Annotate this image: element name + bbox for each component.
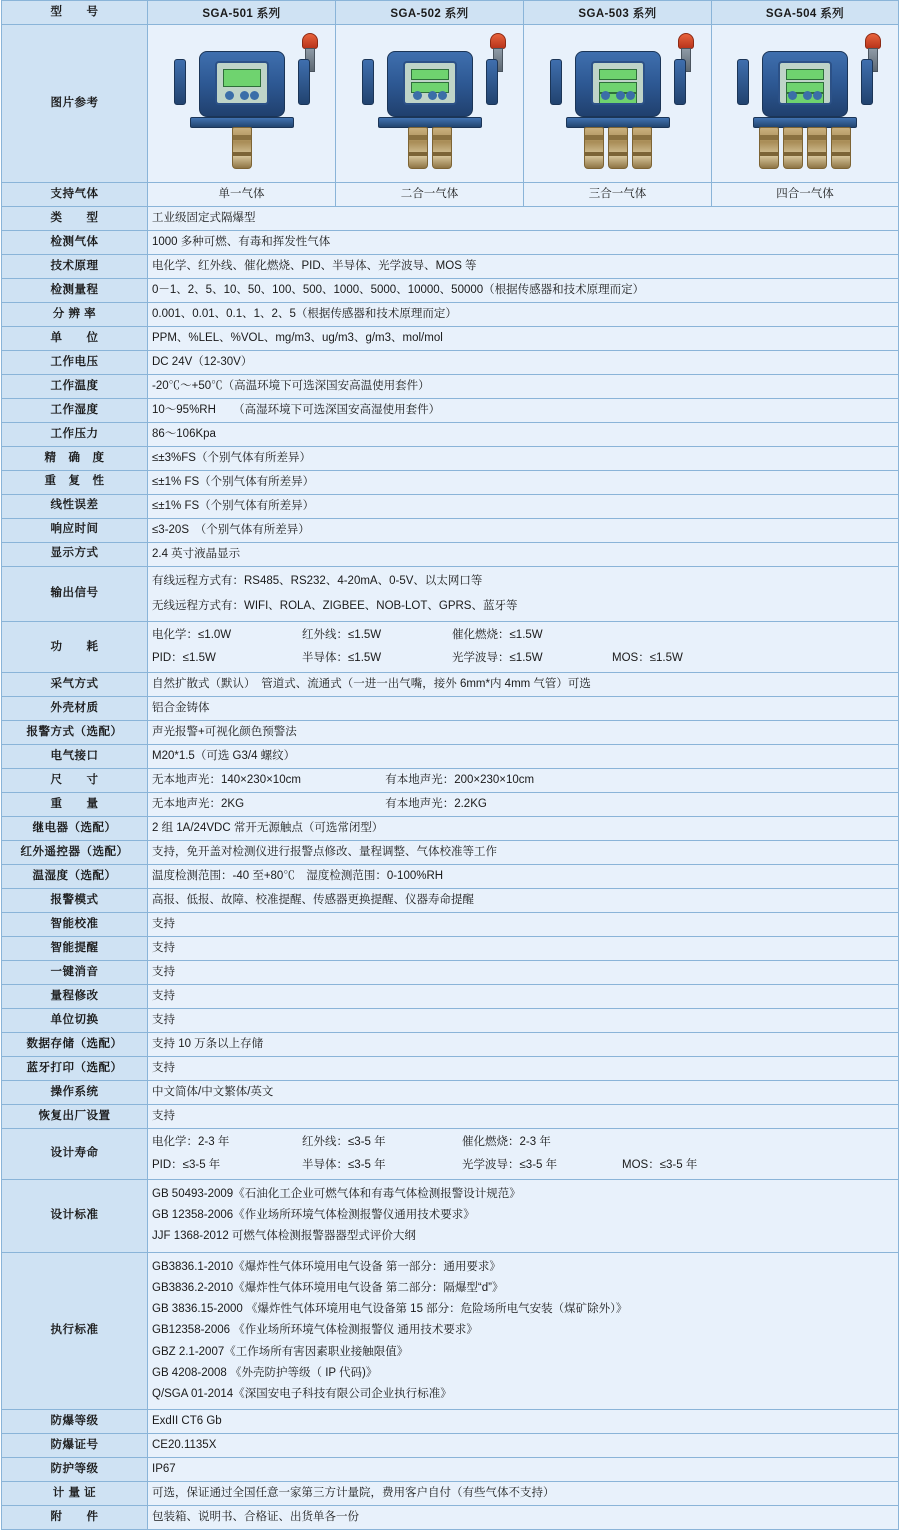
- power-infrared: 红外线：≤1.5W: [302, 629, 382, 642]
- life-electrochemical: 电化学：2-3 年: [152, 1135, 230, 1148]
- row-label-range-edit: 量程修改: [2, 984, 148, 1008]
- exec-standard-item-3: GB 3836.15-2000 《爆炸性气体环境用电气设备第 15 部分：危险场所电气安装（煤矿除外）》: [152, 1303, 628, 1316]
- row-value-accuracy: ≤±3%FS（个别气体有所差异）: [148, 446, 899, 470]
- table-row-principle: [2, 254, 899, 278]
- row-value-housing: 铝合金铸体: [148, 697, 899, 721]
- exec-standard-item-6: GB 4208-2008 《外壳防护等级（ IP 代码)》: [152, 1366, 378, 1379]
- header-model-4: SGA-504 系列: [712, 1, 899, 25]
- table-row-image-reference: [2, 25, 899, 183]
- sensor-probe: [408, 127, 428, 169]
- table-row-metrology-cert: [2, 1482, 899, 1506]
- row-label-electrical-port: 电气接口: [2, 745, 148, 769]
- sensor-group-4: [759, 127, 851, 169]
- sensor-probe: [831, 127, 851, 169]
- table-row-unit-switch: [2, 1008, 899, 1032]
- row-label-weight: 重 量: [2, 793, 148, 817]
- table-row-display: [2, 542, 899, 566]
- header-model-2: SGA-502 系列: [336, 1, 524, 25]
- table-row-ex-cert: [2, 1434, 899, 1458]
- button-right: [813, 91, 822, 100]
- row-value-response: ≤3-20S （个别气体有所差异）: [148, 518, 899, 542]
- row-value-type: 工业级固定式隔爆型: [148, 206, 899, 230]
- detector-display-panel: [403, 61, 457, 105]
- row-label-data-storage-optional: 数据存储（选配）: [2, 1032, 148, 1056]
- row-value-sampling: 自然扩散式（默认） 管道式、流通式（一进一出气嘴，接外 6mm*内 4mm 气管）可选: [148, 673, 899, 697]
- row-label-housing: 外壳材质: [2, 697, 148, 721]
- button-mid: [803, 91, 812, 100]
- row-value-os: 中文简体/中文繁体/英文: [148, 1080, 899, 1104]
- sensor-probe: [783, 127, 803, 169]
- support-gas-3: 三合一气体: [524, 183, 712, 207]
- row-value-smart-reminder: 支持: [148, 937, 899, 961]
- row-label-linearity: 线性误差: [2, 494, 148, 518]
- table-row-smart-calibration: [2, 913, 899, 937]
- table-row-humidity: [2, 398, 899, 422]
- button-left: [788, 91, 797, 100]
- table-row-temperature: [2, 374, 899, 398]
- row-value-range-edit: 支持: [148, 984, 899, 1008]
- lcd-screen-row1: [411, 69, 449, 80]
- row-label-pressure: 工作压力: [2, 422, 148, 446]
- product-image-1: [148, 25, 336, 183]
- table-row-repeatability: [2, 470, 899, 494]
- table-row-accessories: [2, 1506, 899, 1530]
- row-label-support-gas: 支持气体: [2, 183, 148, 207]
- row-label-design-life: 设计寿命: [2, 1128, 148, 1179]
- row-value-range: 0－1、2、5、10、50、100、500、1000、5000、10000、50000（根据传感器和技术原理而定）: [148, 278, 899, 302]
- row-value-one-key-mute: 支持: [148, 961, 899, 985]
- mount-bracket-right: [674, 59, 686, 105]
- row-value-power: [148, 622, 899, 673]
- row-label-accuracy: 精 确 度: [2, 446, 148, 470]
- life-semiconductor: 半导体：≤3-5 年: [302, 1158, 386, 1171]
- exec-standard-item-2: GB3836.2-2010《爆炸性气体环境用电气设备 第二部分：隔爆型“d”》: [152, 1281, 504, 1294]
- row-value-detect-gas: 1000 多种可燃、有毒和挥发性气体: [148, 230, 899, 254]
- design-standard-list: [152, 1184, 894, 1248]
- row-value-data-storage-optional: 支持 10 万条以上存储: [148, 1032, 899, 1056]
- power-pid: PID：≤1.5W: [152, 652, 216, 665]
- life-pid: PID：≤3-5 年: [152, 1158, 221, 1171]
- table-row-relay-optional: [2, 817, 899, 841]
- power-line-2: [152, 649, 894, 668]
- row-value-design-life: [148, 1128, 899, 1179]
- design-life-line-1: [152, 1133, 894, 1152]
- sensor-group-1: [232, 127, 252, 169]
- row-value-smart-calibration: 支持: [148, 913, 899, 937]
- row-value-voltage: DC 24V（12-30V）: [148, 350, 899, 374]
- power-optical-waveguide: 光学波导：≤1.5W: [452, 652, 543, 665]
- table-row-response: [2, 518, 899, 542]
- row-label-metrology-cert: 计 量 证: [2, 1482, 148, 1506]
- row-label-voltage: 工作电压: [2, 350, 148, 374]
- row-label-unit: 单 位: [2, 326, 148, 350]
- row-value-factory-reset: 支持: [148, 1104, 899, 1128]
- mount-bracket-left: [737, 59, 749, 105]
- button-mid: [240, 91, 249, 100]
- row-label-one-key-mute: 一键消音: [2, 961, 148, 985]
- table-row-resolution: [2, 302, 899, 326]
- table-row-exec-standard: [2, 1252, 899, 1410]
- row-label-range: 检测量程: [2, 278, 148, 302]
- life-infrared: 红外线：≤3-5 年: [302, 1135, 386, 1148]
- design-standard-item-2: GB 12358-2006《作业场所环境气体检测报警仪通用技术要求》: [152, 1208, 475, 1221]
- product-image-2: [336, 25, 524, 183]
- row-label-smart-calibration: 智能校准: [2, 913, 148, 937]
- row-label-sampling: 采气方式: [2, 673, 148, 697]
- row-value-output-signal: [148, 566, 899, 622]
- exec-standard-item-1: GB3836.1-2010《爆炸性气体环境用电气设备 第一部分：通用要求》: [152, 1260, 501, 1273]
- header-model-1: SGA-501 系列: [148, 1, 336, 25]
- table-row-range-edit: [2, 984, 899, 1008]
- mount-bracket-left: [362, 59, 374, 105]
- table-row-ex-grade: [2, 1410, 899, 1434]
- row-value-alarm-mode: 高报、低报、故障、校准提醒、传感器更换提醒、仪器寿命提醒: [148, 889, 899, 913]
- row-value-unit-switch: 支持: [148, 1008, 899, 1032]
- row-label-ip-grade: 防护等级: [2, 1458, 148, 1482]
- row-value-pressure: 86～106Kpa: [148, 422, 899, 446]
- gas-detector-illustration-2: [346, 29, 514, 179]
- gas-detector-illustration-4: [721, 29, 889, 179]
- row-value-metrology-cert: 可选，保证通过全国任意一家第三方计量院，费用客户自付（有些气体不支持）: [148, 1482, 899, 1506]
- table-row-pressure: [2, 422, 899, 446]
- row-label-design-standard: 设计标准: [2, 1179, 148, 1252]
- size-without-alarm: 无本地声光：140×230×10cm: [152, 774, 301, 787]
- table-header-row: [2, 1, 899, 25]
- table-row-bluetooth-print-optional: [2, 1056, 899, 1080]
- row-value-linearity: ≤±1% FS（个别气体有所差异）: [148, 494, 899, 518]
- button-right: [250, 91, 259, 100]
- table-row-voltage: [2, 350, 899, 374]
- row-label-unit-switch: 单位切换: [2, 1008, 148, 1032]
- sensor-probe: [608, 127, 628, 169]
- row-value-design-standard: [148, 1179, 899, 1252]
- sensor-probe: [759, 127, 779, 169]
- row-label-temp-humidity-optional: 温湿度（选配）: [2, 865, 148, 889]
- table-row-ip-grade: [2, 1458, 899, 1482]
- row-label-factory-reset: 恢复出厂设置: [2, 1104, 148, 1128]
- gas-detector-illustration-1: [158, 29, 326, 179]
- row-value-ex-grade: ExdII CT6 Gb: [148, 1410, 899, 1434]
- lcd-screen: [223, 69, 261, 87]
- table-row-smart-reminder: [2, 937, 899, 961]
- lcd-screen-row1: [599, 69, 637, 80]
- mount-bracket-right: [298, 59, 310, 105]
- product-image-3: [524, 25, 712, 183]
- support-gas-1: 单一气体: [148, 183, 336, 207]
- row-label-principle: 技术原理: [2, 254, 148, 278]
- row-label-ex-grade: 防爆等级: [2, 1410, 148, 1434]
- row-label-relay-optional: 继电器（选配）: [2, 817, 148, 841]
- button-right: [438, 91, 447, 100]
- row-label-alarm-mode-optional: 报警方式（选配）: [2, 721, 148, 745]
- table-row-one-key-mute: [2, 961, 899, 985]
- row-label-size: 尺 寸: [2, 769, 148, 793]
- row-label-resolution: 分 辨 率: [2, 302, 148, 326]
- power-catalytic: 催化燃烧：≤1.5W: [452, 629, 543, 642]
- row-value-humidity: 10～95%RH （高湿环境下可选深国安高湿使用套件）: [148, 398, 899, 422]
- row-label-accessories: 附 件: [2, 1506, 148, 1530]
- table-row-alarm-mode-optional: [2, 721, 899, 745]
- row-value-ex-cert: CE20.1135X: [148, 1434, 899, 1458]
- exec-standard-item-4: GB12358-2006 《作业场所环境气体检测报警仪 通用技术要求》: [152, 1324, 478, 1337]
- mount-bracket-left: [550, 59, 562, 105]
- table-row-accuracy: [2, 446, 899, 470]
- specification-table: [1, 0, 899, 1530]
- table-row-temp-humidity-optional: [2, 865, 899, 889]
- weight-without-alarm: 无本地声光：2KG: [152, 798, 245, 811]
- table-row-housing: [2, 697, 899, 721]
- sensor-probe: [232, 127, 252, 169]
- table-row-data-storage-optional: [2, 1032, 899, 1056]
- row-value-temp-humidity-optional: 温度检测范围：-40 至+80℃ 湿度检测范围：0-100%RH: [148, 865, 899, 889]
- mount-bracket-right: [861, 59, 873, 105]
- row-value-size: [148, 769, 899, 793]
- sensor-probe: [632, 127, 652, 169]
- row-label-bluetooth-print-optional: 蓝牙打印（选配）: [2, 1056, 148, 1080]
- row-value-electrical-port: M20*1.5（可选 G3/4 螺纹）: [148, 745, 899, 769]
- row-value-weight: [148, 793, 899, 817]
- product-image-4: [712, 25, 899, 183]
- row-label-alarm-mode: 报警模式: [2, 889, 148, 913]
- button-left: [601, 91, 610, 100]
- detector-display-panel: [778, 61, 832, 105]
- design-standard-item-1: GB 50493-2009《石油化工企业可燃气体和有毒气体检测报警设计规范》: [152, 1187, 521, 1200]
- life-optical-waveguide: 光学波导：≤3-5 年: [462, 1158, 558, 1171]
- table-row-alarm-mode: [2, 889, 899, 913]
- row-value-bluetooth-print-optional: 支持: [148, 1056, 899, 1080]
- detector-display-panel: [591, 61, 645, 105]
- header-model-3: SGA-503 系列: [524, 1, 712, 25]
- row-value-unit: PPM、%LEL、%VOL、mg/m3、ug/m3、g/m3、mol/mol: [148, 326, 899, 350]
- table-row-sampling: [2, 673, 899, 697]
- size-line: [152, 771, 894, 790]
- button-right: [626, 91, 635, 100]
- row-label-output-signal: 输出信号: [2, 566, 148, 622]
- button-mid: [616, 91, 625, 100]
- table-row-size: [2, 769, 899, 793]
- exec-standard-item-5: GBZ 2.1-2007《工作场所有害因素职业接触限值》: [152, 1345, 409, 1358]
- row-value-accessories: 包装箱、说明书、合格证、出货单各一份: [148, 1506, 899, 1530]
- row-label-display: 显示方式: [2, 542, 148, 566]
- button-left: [413, 91, 422, 100]
- lcd-screen-row1: [786, 69, 824, 80]
- design-life-line-2: [152, 1156, 894, 1175]
- power-electrochemical: 电化学：≤1.0W: [152, 629, 232, 642]
- table-row-support-gas: [2, 183, 899, 207]
- table-row-design-life: [2, 1128, 899, 1179]
- sensor-group-3: [584, 127, 652, 169]
- table-row-output-signal: [2, 566, 899, 622]
- row-label-detect-gas: 检测气体: [2, 230, 148, 254]
- row-label-type: 类 型: [2, 206, 148, 230]
- weight-line: [152, 795, 894, 814]
- row-value-repeatability: ≤±1% FS（个别气体有所差异）: [148, 470, 899, 494]
- row-label-temperature: 工作温度: [2, 374, 148, 398]
- row-value-relay-optional: 2 组 1A/24VDC 常开无源触点（可选常闭型）: [148, 817, 899, 841]
- row-value-alarm-mode-optional: 声光报警+可视化颜色预警法: [148, 721, 899, 745]
- design-standard-item-3: JJF 1368-2012 可燃气体检测报警器器型式评价大纲: [152, 1230, 416, 1243]
- mount-bracket-left: [174, 59, 186, 105]
- table-row-power: [2, 622, 899, 673]
- gas-detector-illustration-3: [534, 29, 702, 179]
- support-gas-4: 四合一气体: [712, 183, 899, 207]
- row-label-image-reference: 图片参考: [2, 25, 148, 183]
- mount-bracket-right: [486, 59, 498, 105]
- power-line-1: [152, 626, 894, 645]
- exec-standard-item-7: Q/SGA 01-2014《深国安电子科技有限公司企业执行标准》: [152, 1388, 452, 1401]
- table-row-remote-optional: [2, 841, 899, 865]
- row-label-humidity: 工作湿度: [2, 398, 148, 422]
- table-row-electrical-port: [2, 745, 899, 769]
- size-with-alarm: 有本地声光：200×230×10cm: [385, 774, 535, 787]
- row-label-exec-standard: 执行标准: [2, 1252, 148, 1410]
- power-semiconductor: 半导体：≤1.5W: [302, 652, 382, 665]
- support-gas-2: 二合一气体: [336, 183, 524, 207]
- sensor-probe: [584, 127, 604, 169]
- row-value-remote-optional: 支持，免开盖对检测仪进行报警点修改、量程调整、气体校准等工作: [148, 841, 899, 865]
- sensor-group-2: [408, 127, 452, 169]
- row-value-principle: 电化学、红外线、催化燃烧、PID、半导体、光学波导、MOS 等: [148, 254, 899, 278]
- row-label-repeatability: 重 复 性: [2, 470, 148, 494]
- weight-with-alarm: 有本地声光：2.2KG: [385, 798, 487, 811]
- table-row-weight: [2, 793, 899, 817]
- output-wired-line: 有线远程方式有：RS485、RS232、4-20mA、0-5V、以太网口等: [152, 574, 483, 587]
- row-label-remote-optional: 红外遥控器（选配）: [2, 841, 148, 865]
- table-row-linearity: [2, 494, 899, 518]
- row-label-power: 功 耗: [2, 622, 148, 673]
- table-row-os: [2, 1080, 899, 1104]
- row-label-ex-cert: 防爆证号: [2, 1434, 148, 1458]
- life-catalytic: 催化燃烧：2-3 年: [462, 1135, 551, 1148]
- table-row-design-standard: [2, 1179, 899, 1252]
- table-row-unit: [2, 326, 899, 350]
- table-row-type: [2, 206, 899, 230]
- row-value-resolution: 0.001、0.01、0.1、1、2、5（根据传感器和技术原理而定）: [148, 302, 899, 326]
- sensor-probe: [807, 127, 827, 169]
- output-wireless-line: 无线远程方式有：WIFI、ROLA、ZIGBEE、NOB-LOT、GPRS、蓝牙等: [152, 600, 518, 613]
- table-row-range: [2, 278, 899, 302]
- exec-standard-list: [152, 1257, 894, 1406]
- power-mos: MOS：≤1.5W: [612, 652, 683, 665]
- detector-display-panel: [215, 61, 269, 105]
- row-value-temperature: -20℃～+50℃（高温环境下可选深国安高温使用套件）: [148, 374, 899, 398]
- button-mid: [428, 91, 437, 100]
- row-value-exec-standard: [148, 1252, 899, 1410]
- row-label-response: 响应时间: [2, 518, 148, 542]
- life-mos: MOS：≤3-5 年: [622, 1158, 698, 1171]
- row-label-os: 操作系统: [2, 1080, 148, 1104]
- header-label-model: 型 号: [2, 1, 148, 25]
- row-value-ip-grade: IP67: [148, 1458, 899, 1482]
- row-label-smart-reminder: 智能提醒: [2, 937, 148, 961]
- sensor-probe: [432, 127, 452, 169]
- row-value-display: 2.4 英寸液晶显示: [148, 542, 899, 566]
- table-row-detect-gas: [2, 230, 899, 254]
- button-left: [225, 91, 234, 100]
- table-row-factory-reset: [2, 1104, 899, 1128]
